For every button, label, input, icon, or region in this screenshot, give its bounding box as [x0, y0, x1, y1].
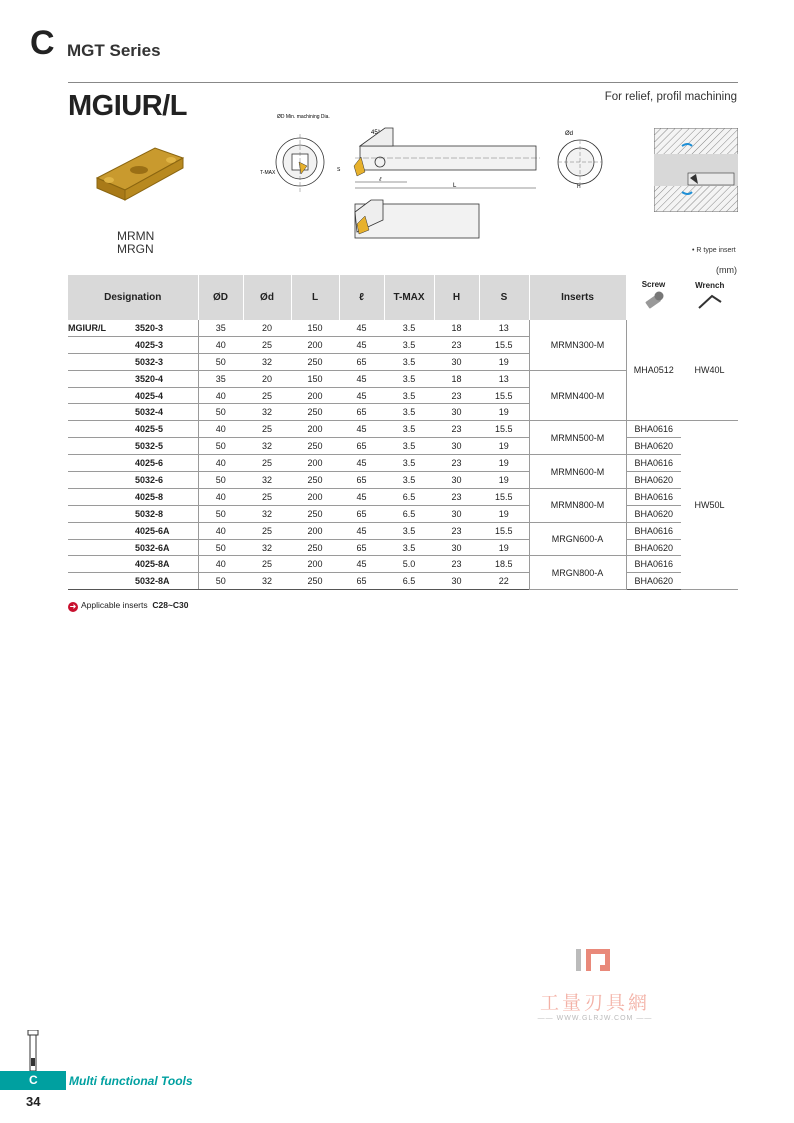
S-cell: 19 [479, 472, 529, 489]
designation-code: 5032-8 [68, 505, 198, 522]
designation-code: 4025-8A [68, 556, 198, 573]
designation-code: 5032-6A [68, 539, 198, 556]
S-cell: 13 [479, 370, 529, 387]
wrench-cell: HW50L [681, 421, 738, 590]
l-cell: 45 [339, 336, 384, 353]
H-cell: 30 [434, 438, 479, 455]
insert-cell: MRMN300-M [529, 320, 626, 370]
tool-drawing [255, 112, 640, 247]
l-cell: 45 [339, 488, 384, 505]
col-l: ℓ [339, 275, 384, 320]
od-small-cell: 32 [243, 404, 291, 421]
od-big-cell: 50 [198, 438, 243, 455]
l-cell: 65 [339, 353, 384, 370]
table-row [68, 522, 738, 539]
unit-label: (mm) [716, 265, 737, 275]
od-small-cell: 25 [243, 455, 291, 472]
H-cell: 18 [434, 370, 479, 387]
tmax-cell: 3.5 [384, 336, 434, 353]
screw-cell: BHA0616 [626, 488, 681, 505]
designation-code: 5032-5 [68, 438, 198, 455]
designation-code: 4025-3 [68, 336, 198, 353]
S-cell: 15.5 [479, 336, 529, 353]
screw-cell: BHA0620 [626, 472, 681, 489]
od-small-cell: 32 [243, 573, 291, 590]
S-cell: 15.5 [479, 387, 529, 404]
table-row [68, 556, 738, 573]
designation-code: 5032-3 [68, 353, 198, 370]
table-row [68, 472, 738, 489]
od-big-cell: 50 [198, 472, 243, 489]
header-divider [68, 82, 738, 83]
L-cell: 150 [291, 320, 339, 336]
designation-prefix: MGIUR/L [68, 322, 106, 333]
L-cell: 200 [291, 455, 339, 472]
table-row [68, 539, 738, 556]
designation-code: 5032-6 [68, 472, 198, 489]
od-label: Ød [565, 131, 574, 137]
tmax-cell: 3.5 [384, 455, 434, 472]
designation-code: 4025-4 [68, 387, 198, 404]
page-title: MGIUR/L [68, 90, 187, 122]
insert-image [95, 140, 185, 205]
screw-cell: BHA0616 [626, 522, 681, 539]
screw-cell: BHA0616 [626, 556, 681, 573]
L-cell: 250 [291, 505, 339, 522]
L-cell: 250 [291, 539, 339, 556]
H-cell: 23 [434, 522, 479, 539]
tmax-cell: 3.5 [384, 320, 434, 336]
L-cell: 250 [291, 438, 339, 455]
H-cell: 23 [434, 387, 479, 404]
L-cell: 200 [291, 522, 339, 539]
insert-name: MRMN [117, 229, 155, 243]
designation-code: 3520-3 [135, 322, 164, 333]
designation-code: 4025-6A [68, 522, 198, 539]
l-cell: 45 [339, 455, 384, 472]
insert-cell: MRMN400-M [529, 370, 626, 421]
r-type-note: • R type insert [692, 247, 736, 254]
screw-icon [642, 289, 666, 313]
S-cell: 19 [479, 505, 529, 522]
col-screw [626, 275, 681, 320]
col-L: L [291, 275, 339, 320]
insert-cell: MRGN600-A [529, 522, 626, 556]
S-cell: 15.5 [479, 522, 529, 539]
col-inserts: Inserts [529, 275, 626, 320]
od-small-cell: 32 [243, 438, 291, 455]
tmax-cell: 3.5 [384, 353, 434, 370]
S-cell: 18.5 [479, 556, 529, 573]
od-big-cell: 40 [198, 556, 243, 573]
od-big-cell: 50 [198, 505, 243, 522]
L-cell: 250 [291, 573, 339, 590]
L-cell: 200 [291, 488, 339, 505]
insert-cell: MRMN500-M [529, 421, 626, 455]
designation-code: 4025-5 [68, 421, 198, 438]
footer-letter: C [29, 1073, 38, 1087]
S-cell: 15.5 [479, 421, 529, 438]
l-small-label: ℓ [379, 177, 382, 183]
od-small-cell: 20 [243, 320, 291, 336]
watermark-url: —— WWW.GLRJW.COM —— [537, 1015, 653, 1022]
designation-code: 5032-8A [68, 573, 198, 590]
col-od-small: Ød [243, 275, 291, 320]
table-row [68, 421, 738, 438]
L-cell: 150 [291, 370, 339, 387]
H-cell: 30 [434, 353, 479, 370]
l-cell: 45 [339, 320, 384, 336]
table-row [68, 438, 738, 455]
min-dia-label: ØD Min. machining Dia. [277, 114, 330, 120]
od-big-cell: 50 [198, 353, 243, 370]
od-big-cell: 35 [198, 370, 243, 387]
designation-code: 3520-4 [68, 370, 198, 387]
od-small-cell: 32 [243, 472, 291, 489]
H-cell: 30 [434, 573, 479, 590]
od-big-cell: 50 [198, 539, 243, 556]
watermark [530, 945, 660, 1022]
L-cell: 200 [291, 421, 339, 438]
table-row [68, 488, 738, 505]
tmax-cell: 3.5 [384, 404, 434, 421]
l-cell: 65 [339, 539, 384, 556]
screw-cell: BHA0620 [626, 505, 681, 522]
l-cell: 65 [339, 404, 384, 421]
tmax-cell: 3.5 [384, 387, 434, 404]
screw-cell: BHA0616 [626, 455, 681, 472]
tmax-cell: 3.5 [384, 472, 434, 489]
L-cell: 200 [291, 336, 339, 353]
S-cell: 22 [479, 573, 529, 590]
table-header-row [68, 275, 738, 320]
footer-label: Multi functional Tools [69, 1074, 193, 1088]
watermark-logo-icon [572, 945, 618, 975]
l-cell: 45 [339, 421, 384, 438]
tmax-cell: 3.5 [384, 370, 434, 387]
insert-cell: MRMN600-M [529, 455, 626, 489]
od-big-cell: 50 [198, 404, 243, 421]
H-cell: 23 [434, 455, 479, 472]
table-row [68, 455, 738, 472]
insert-cell: MRMN800-M [529, 488, 626, 522]
od-small-cell: 25 [243, 522, 291, 539]
screw-cell: BHA0616 [626, 421, 681, 438]
od-small-cell: 25 [243, 387, 291, 404]
H-cell: 30 [434, 404, 479, 421]
insert-names [117, 230, 154, 256]
col-S: S [479, 275, 529, 320]
H-cell: 30 [434, 539, 479, 556]
screw-cell: MHA0512 [626, 320, 681, 421]
page-number: 34 [26, 1094, 41, 1109]
H-cell: 23 [434, 488, 479, 505]
s-label: S [337, 167, 341, 173]
watermark-text: 工量刃具網 [539, 992, 650, 1014]
series-title: MGT Series [67, 41, 161, 60]
insert-name: MRGN [117, 242, 154, 256]
tmax-cell: 6.5 [384, 488, 434, 505]
S-cell: 19 [479, 539, 529, 556]
H-cell: 23 [434, 421, 479, 438]
designation-code: 4025-8 [68, 488, 198, 505]
od-big-cell: 40 [198, 421, 243, 438]
L-cell: 250 [291, 353, 339, 370]
H-cell: 23 [434, 336, 479, 353]
l-cell: 45 [339, 387, 384, 404]
od-small-cell: 25 [243, 488, 291, 505]
tmax-cell: 3.5 [384, 438, 434, 455]
col-tmax: T-MAX [384, 275, 434, 320]
l-cell: 65 [339, 505, 384, 522]
od-big-cell: 40 [198, 522, 243, 539]
designation-cell [68, 320, 198, 336]
S-cell: 13 [479, 320, 529, 336]
wrench-cell: HW40L [681, 320, 738, 421]
note-range: C28~C30 [152, 600, 189, 610]
l-cell: 65 [339, 438, 384, 455]
tmax-cell: 3.5 [384, 539, 434, 556]
machining-detail-image [654, 128, 738, 212]
od-small-cell: 32 [243, 353, 291, 370]
tmax-cell: 5.0 [384, 556, 434, 573]
H-cell: 30 [434, 505, 479, 522]
H-cell: 18 [434, 320, 479, 336]
l-cell: 65 [339, 472, 384, 489]
l-cell: 65 [339, 573, 384, 590]
arrow-right-icon: ➜ [69, 602, 77, 611]
tmax-label: T-MAX [260, 170, 276, 176]
tool-holder-icon [26, 1030, 42, 1072]
col-H: H [434, 275, 479, 320]
H-cell: 23 [434, 556, 479, 573]
spec-table [68, 275, 738, 590]
wrench-label: Wrench [695, 280, 725, 290]
L-cell: 250 [291, 404, 339, 421]
wrench-icon [696, 290, 724, 312]
table-row [68, 505, 738, 522]
L-cell: 250 [291, 472, 339, 489]
od-big-cell: 40 [198, 387, 243, 404]
l-cell: 45 [339, 370, 384, 387]
insert-cell: MRGN800-A [529, 556, 626, 590]
od-big-cell: 40 [198, 336, 243, 353]
tmax-cell: 3.5 [384, 421, 434, 438]
h-label: H [577, 184, 581, 190]
l-big-label: L [453, 183, 457, 189]
od-big-cell: 40 [198, 455, 243, 472]
designation-code: 5032-4 [68, 404, 198, 421]
od-big-cell: 50 [198, 573, 243, 590]
od-small-cell: 25 [243, 421, 291, 438]
designation-code: 4025-6 [68, 455, 198, 472]
col-od-big: ØD [198, 275, 243, 320]
S-cell: 19 [479, 455, 529, 472]
S-cell: 19 [479, 353, 529, 370]
screw-cell: BHA0620 [626, 573, 681, 590]
od-small-cell: 25 [243, 336, 291, 353]
tmax-cell: 6.5 [384, 505, 434, 522]
screw-cell: BHA0620 [626, 438, 681, 455]
S-cell: 15.5 [479, 488, 529, 505]
screw-label: Screw [641, 279, 666, 289]
od-small-cell: 25 [243, 556, 291, 573]
l-cell: 45 [339, 522, 384, 539]
L-cell: 200 [291, 387, 339, 404]
L-cell: 200 [291, 556, 339, 573]
od-small-cell: 20 [243, 370, 291, 387]
page-subtitle: For relief, profil machining [604, 91, 737, 103]
od-small-cell: 32 [243, 539, 291, 556]
od-small-cell: 32 [243, 505, 291, 522]
col-wrench [681, 275, 738, 320]
od-big-cell: 35 [198, 320, 243, 336]
S-cell: 19 [479, 404, 529, 421]
table-row [68, 320, 738, 336]
applicable-inserts-note [68, 600, 189, 612]
screw-cell: BHA0620 [626, 539, 681, 556]
tmax-cell: 3.5 [384, 522, 434, 539]
H-cell: 30 [434, 472, 479, 489]
table-row [68, 573, 738, 590]
col-designation: Designation [68, 275, 198, 320]
section-letter: C [30, 24, 55, 62]
l-cell: 45 [339, 556, 384, 573]
tmax-cell: 6.5 [384, 573, 434, 590]
note-text: Applicable inserts [81, 600, 148, 610]
od-big-cell: 40 [198, 488, 243, 505]
S-cell: 19 [479, 438, 529, 455]
angle-label: 45° [371, 130, 381, 136]
